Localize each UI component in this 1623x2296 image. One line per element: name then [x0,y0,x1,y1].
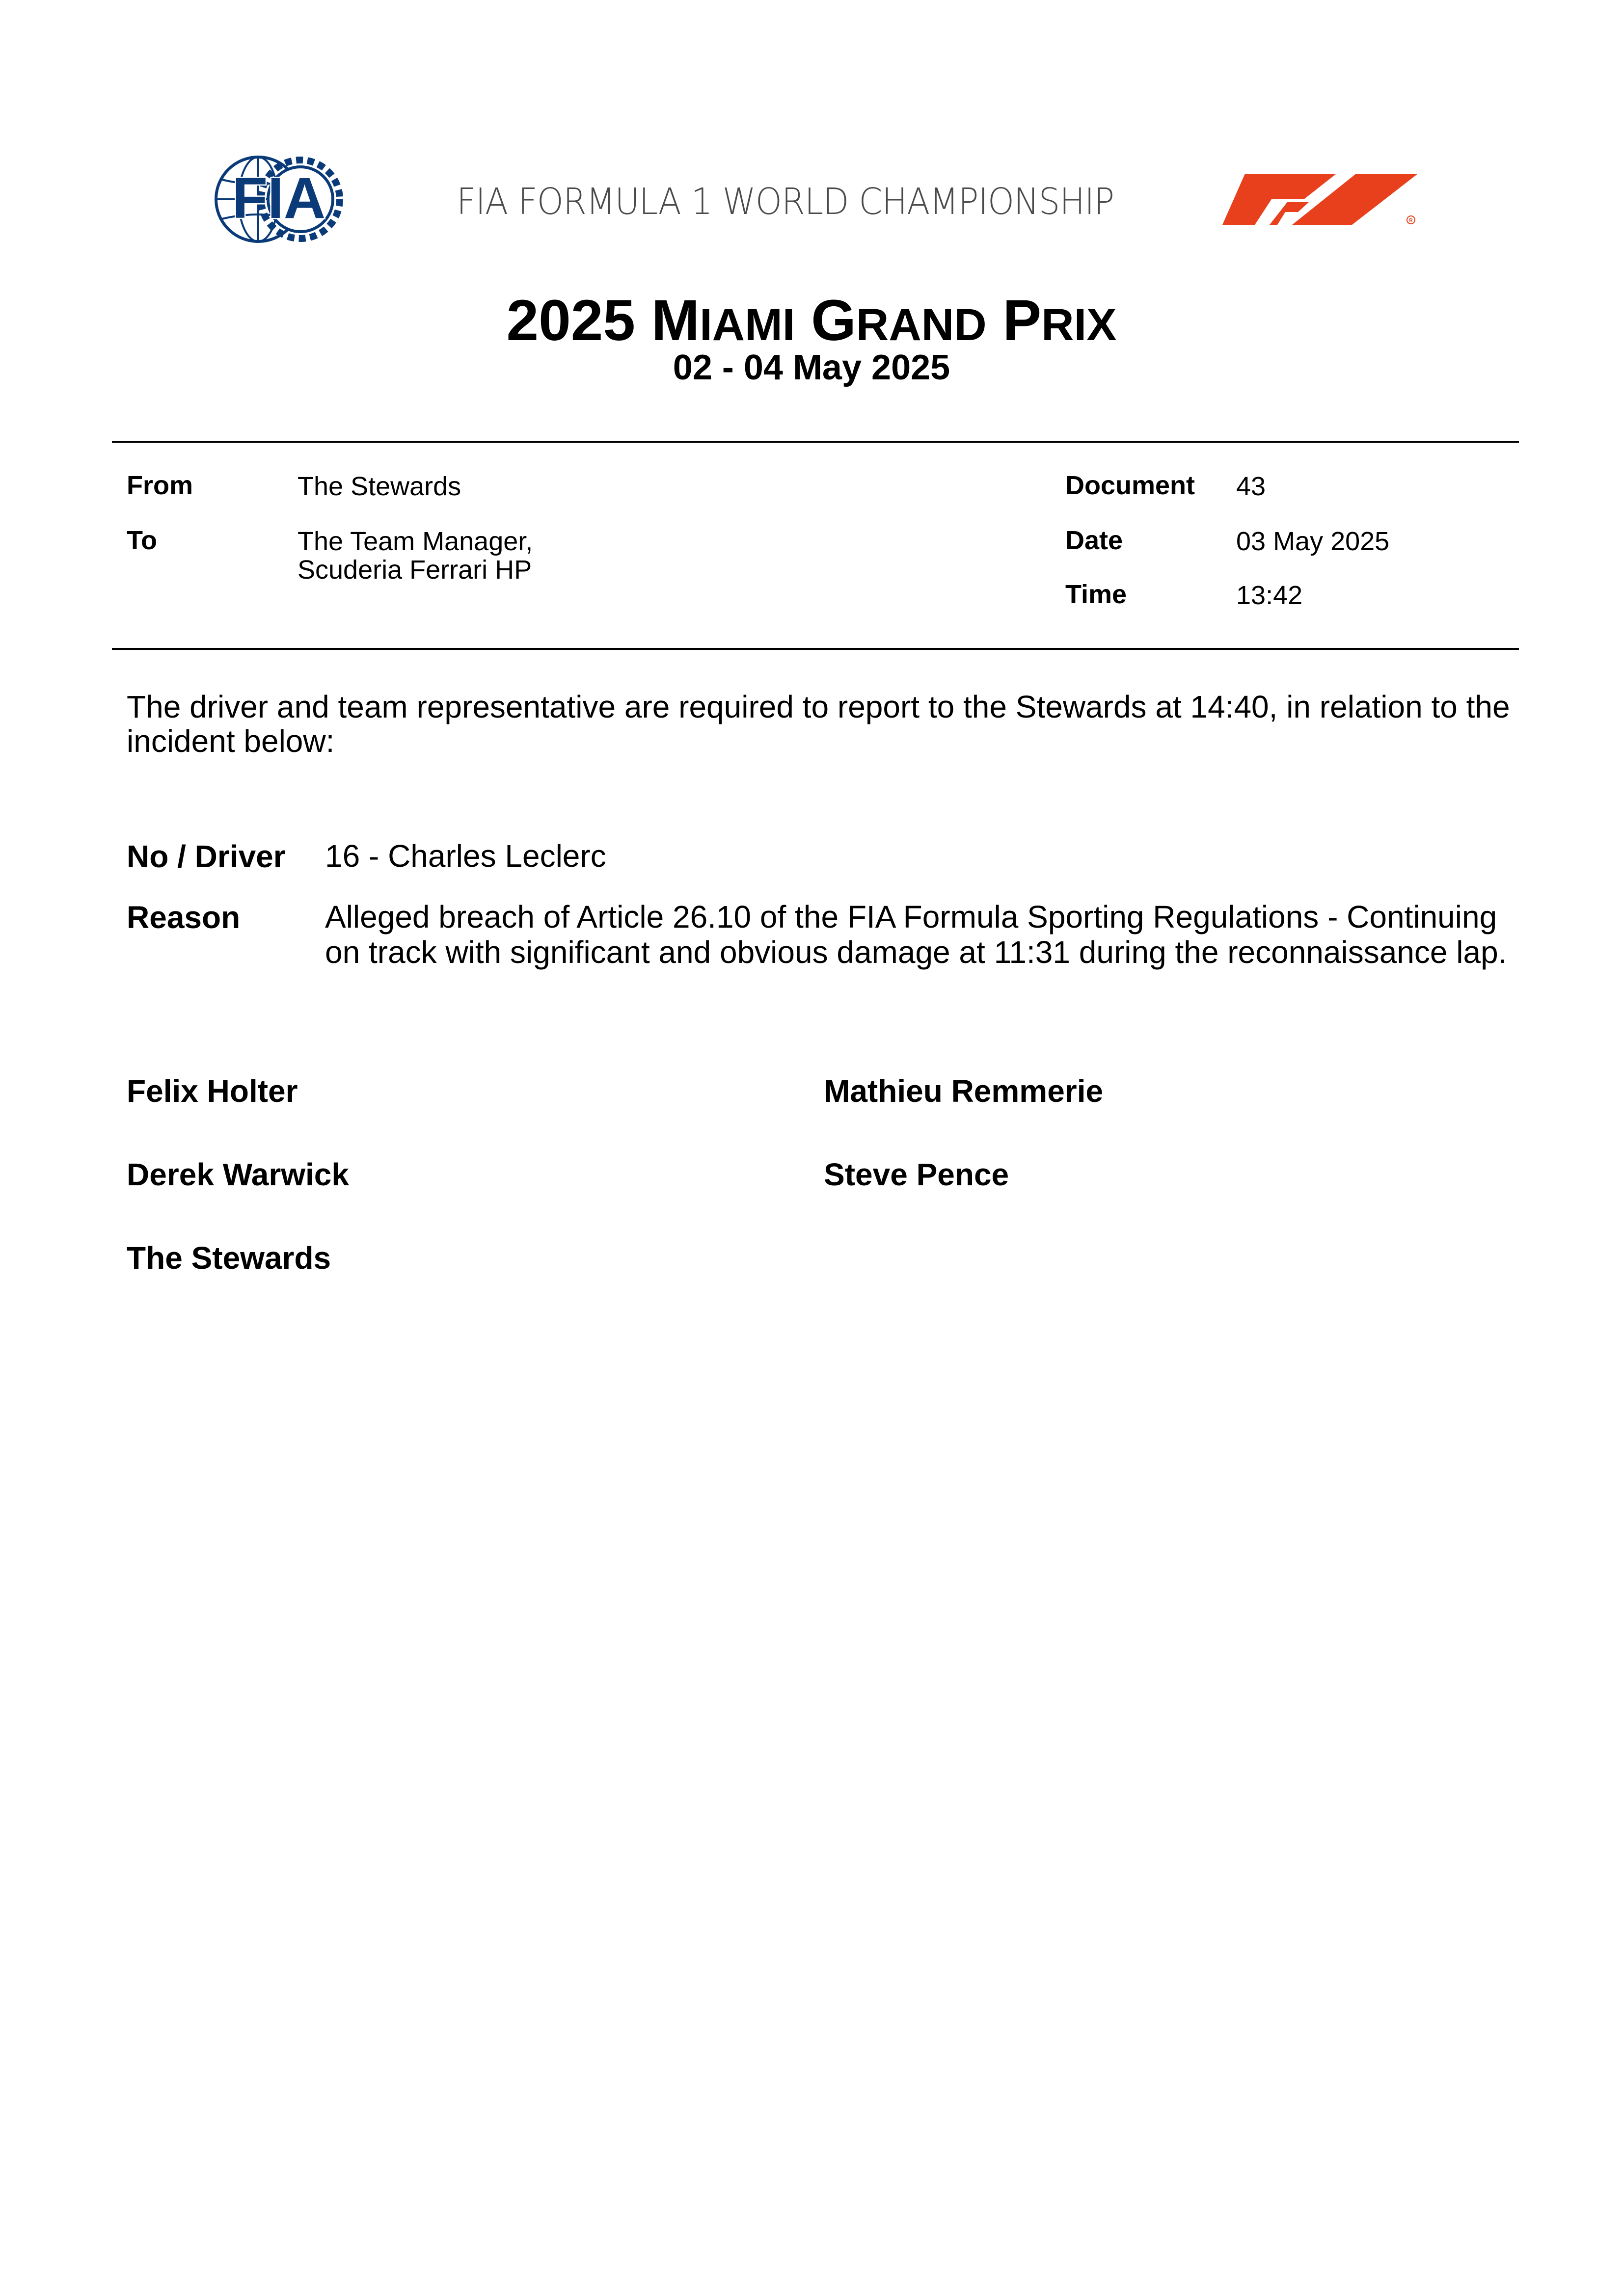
championship-title: FIA FORMULA 1 WORLD CHAMPIONSHIP [457,181,1114,223]
fia-logo-text: FIA [232,166,326,231]
stewards-signoff: The Stewards [127,1240,331,1276]
f1-logo-icon [1222,173,1419,227]
driver-label: No / Driver [127,839,286,874]
summons-intro: The driver and team representative are required to report to the Stewards at 14:40, in relation to the incident below: [127,689,1510,759]
fia-logo-icon [210,153,346,245]
divider [112,648,1519,650]
reason-label: Reason [127,900,241,935]
time-label: Time [1065,580,1127,609]
reason-value: Alleged breach of Article 26.10 of the FIA Formula Sporting Regulations - Continuing on track with significant and obvious damage at 11:31 during the reconnaissance lap. [325,899,1507,970]
driver-value: 16 - Charles Leclerc [325,838,606,874]
event-year: 2025 [506,288,635,353]
document-number: 43 [1236,472,1266,501]
time-value: 13:42 [1236,581,1303,610]
event-title-word: GRAND [811,288,987,353]
to-value [298,527,533,584]
document-label: Document [1065,471,1195,500]
divider [112,441,1519,443]
event-title-word: PRIX [1002,288,1117,353]
steward-name: Derek Warwick [127,1157,349,1192]
svg-text:R: R [1409,218,1413,223]
from-value: The Stewards [298,472,461,501]
event-dates: 02 - 04 May 2025 [673,348,950,387]
date-label: Date [1065,526,1123,555]
date-value: 03 May 2025 [1236,527,1390,556]
to-value-line: Scuderia Ferrari HP [298,555,532,585]
steward-name: Felix Holter [127,1073,298,1109]
to-label: To [127,526,157,555]
event-title [0,287,1623,354]
steward-name: Mathieu Remmerie [824,1073,1104,1109]
to-value-line: The Team Manager, [298,527,533,556]
event-title-word: MIAMI [651,288,795,353]
from-label: From [127,471,193,500]
steward-name: Steve Pence [824,1157,1009,1192]
